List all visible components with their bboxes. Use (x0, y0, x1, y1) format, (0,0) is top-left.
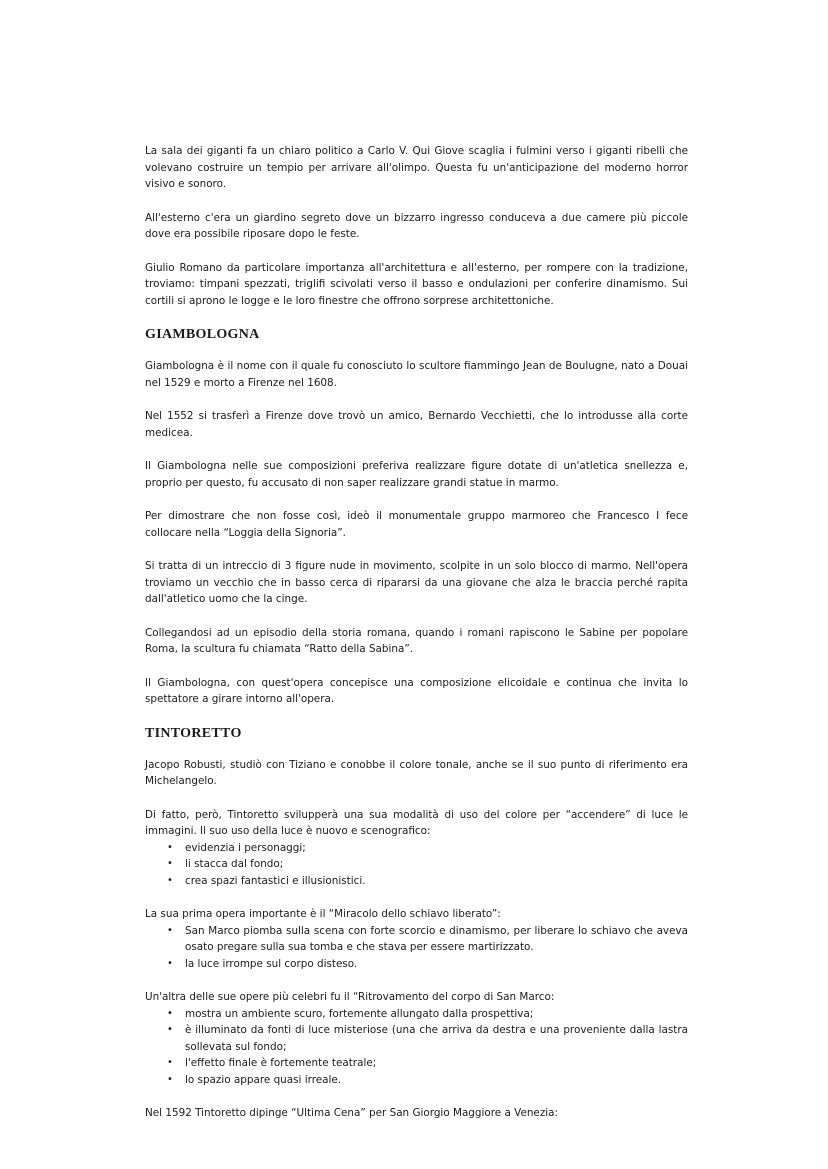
list-item (145, 1055, 688, 1072)
list-item-text: crea spazi fantastici e illusionistici. (185, 874, 366, 887)
intro-paragraph: All'esterno c'era un giardino segreto dove un bizzarro ingresso conduceva a due camere più piccole dove era possibile riposare dopo le feste. (145, 211, 688, 240)
list-item-text: l'effetto finale è fortemente teatrale; (185, 1057, 377, 1069)
list-item (145, 840, 688, 857)
tintoretto-paragraph: Un'altra delle sue opere più celebri fu il “Ritrovamento del corpo di San Marco: (145, 991, 555, 1003)
tintoretto-paragraph: Jacopo Robusti, studiò con Tiziano e conobbe il colore tonale, anche se il suo punto di riferimento era Michelangelo. (145, 758, 688, 787)
intro-paragraph: La sala dei giganti fa un chiaro politico a Carlo V. Qui Giove scaglia i fulmini verso i giganti ribelli che volevano costruire un tempio per arrivare all'olimpo. Questa fu un'anticipazione del moderno horror visivo e sonoro. (145, 145, 688, 190)
bullet-icon: • (167, 841, 173, 853)
list-item-text: lo spazio appare quasi irreale. (185, 1073, 342, 1086)
bullet-icon: • (167, 1073, 173, 1085)
list-item-text: San Marco piomba sulla scena con forte scorcio e dinamismo, per liberare lo schiavo che aveva osato pregare sulla sua tomba e che stava per essere martirizzato. (185, 924, 688, 953)
bullet-icon: • (167, 1057, 173, 1068)
list-item (145, 1022, 688, 1055)
giambologna-paragraph: Il Giambologna nelle sue composizioni preferiva realizzare figure dotate di un'atletica snellezza e, proprio per questo, fu accusato di non saper realizzare grandi statue in marmo. (145, 460, 688, 489)
bullet-icon: • (167, 957, 173, 969)
giambologna-paragraph: Per dimostrare che non fosse così, ideò il monumentale gruppo marmoreo che Francesco I fece collocare nella “Loggia della Signoria”. (145, 510, 688, 539)
tintoretto-paragraph: Nel 1592 Tintoretto dipinge “Ultima Cena” per San Giorgio Maggiore a Venezia: (145, 1107, 559, 1119)
list-item (145, 923, 688, 956)
section-heading-tintoretto: TINTORETTO (145, 725, 242, 741)
list-item (145, 873, 688, 890)
list-item-text: li stacca dal fondo; (185, 858, 284, 870)
bullet-icon: • (167, 1024, 173, 1035)
giambologna-paragraph: Si tratta di un intreccio di 3 figure nude in movimento, scolpite in un solo blocco di marmo. Nell'opera troviamo un vecchio che in basso cerca di ripararsi da una giovane che alza le braccia perché rapita dall'atletico uomo che la cinge. (145, 560, 688, 605)
list-item-text: evidenzia i personaggi; (185, 841, 306, 854)
bullet-list (145, 923, 688, 973)
intro-paragraph: Giulio Romano da particolare importanza all'architettura e all'esterno, per rompere con la tradizione, troviamo: timpani spezzati, triglifi scivolati verso il basso e ondulazioni per conferire dinamismo. Sui cortili si aprono le logge e le loro finestre che offrono sorprese architettoniche. (145, 261, 688, 307)
list-item (145, 1006, 688, 1023)
list-item-text: è illuminato da fonti di luce misteriose (una che arriva da destra e una proveniente dalla lastra sollevata sul fondo; (185, 1024, 688, 1053)
bullet-icon: • (167, 924, 173, 936)
list-item (145, 956, 688, 973)
bullet-icon: • (167, 1007, 173, 1019)
giambologna-paragraph: Nel 1552 si trasferì a Firenze dove trovò un amico, Bernardo Vecchietti, che lo introdusse alla corte medicea. (145, 410, 688, 439)
list-item-text: mostra un ambiente scuro, fortemente allungato dalla prospettiva; (185, 1007, 534, 1020)
bullet-icon: • (167, 874, 173, 886)
list-item (145, 856, 688, 873)
tintoretto-paragraph: Di fatto, però, Tintoretto svilupperà una sua modalità di uso del colore per “accendere” di luce le immagini. Il suo uso della luce è nuovo e scenografico: (145, 808, 688, 837)
section-heading-giambologna: GIAMBOLOGNA (145, 327, 260, 342)
list-item-text: la luce irrompe sul corpo disteso. (185, 957, 358, 970)
bullet-list (145, 1006, 688, 1089)
tintoretto-paragraph: La sua prima opera importante è il “Miracolo dello schiavo liberato”: (145, 908, 501, 920)
list-item (145, 1072, 688, 1089)
bullet-list (145, 840, 688, 890)
bullet-icon: • (167, 858, 173, 869)
giambologna-paragraph: Collegandosi ad un episodio della storia romana, quando i romani rapiscono le Sabine per popolare Roma, la scultura fu chiamata “Ratto della Sabina”. (145, 626, 688, 655)
giambologna-paragraph: Giambologna è il nome con il quale fu conosciuto lo scultore fiammingo Jean de Boulugne, nato a Douai nel 1529 e morto a Firenze nel 1608. (145, 360, 688, 389)
giambologna-paragraph: Il Giambologna, con quest'opera concepisce una composizione elicoidale e continua che invita lo spettatore a girare intorno all'opera. (145, 676, 688, 705)
